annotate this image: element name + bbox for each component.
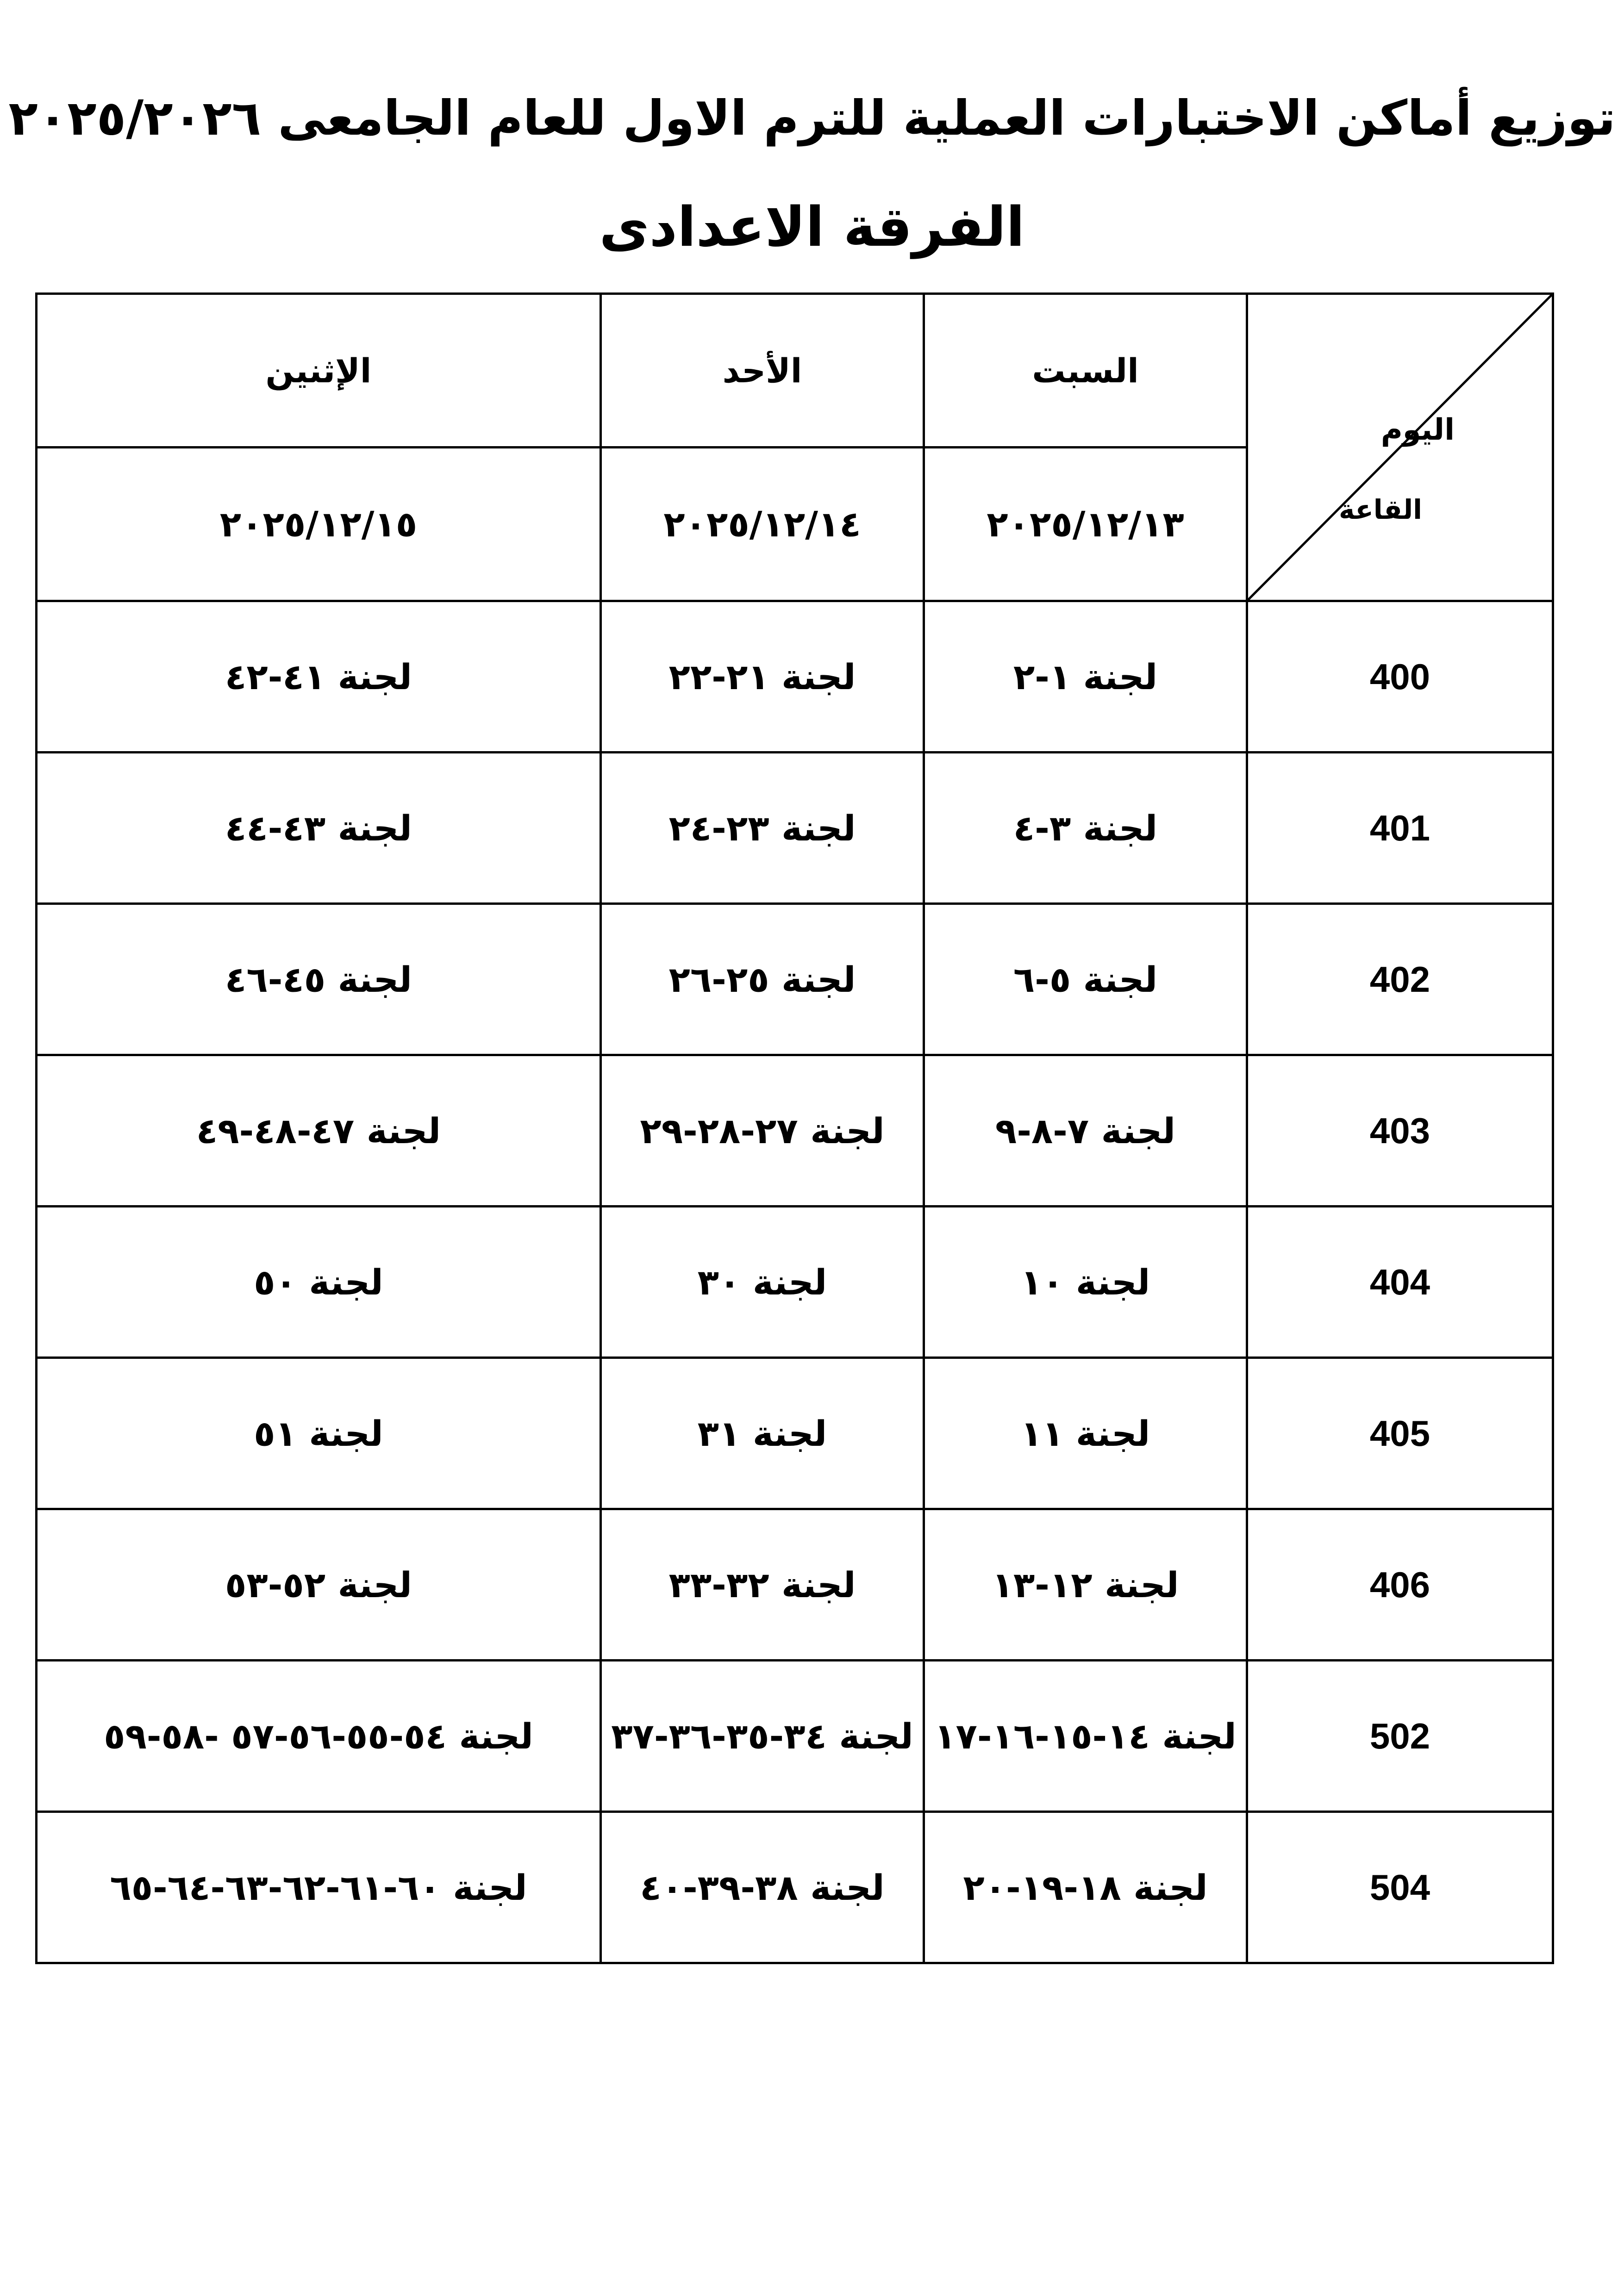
committee-saturday: لجنة ١٤-١٥-١٦-١٧ xyxy=(924,1661,1247,1812)
room-number: 402 xyxy=(1247,904,1553,1055)
committee-monday: لجنة ٤٥-٤٦ xyxy=(37,904,601,1055)
date-sunday: ٢٠٢٥/١٢/١٤ xyxy=(601,448,924,601)
committee-sunday: لجنة ٢١-٢٢ xyxy=(601,601,924,753)
committee-saturday: لجنة ١-٢ xyxy=(924,601,1247,753)
day-header-saturday: السبت xyxy=(924,294,1247,448)
committee-monday: لجنة ٦٠-٦١-٦٢-٦٣-٦٤-٦٥ xyxy=(37,1812,601,1963)
corner-day-label: اليوم xyxy=(1380,413,1455,447)
corner-room-label: القاعة xyxy=(1339,494,1422,525)
room-number: 405 xyxy=(1247,1358,1553,1509)
table-row xyxy=(37,1358,1553,1509)
committee-saturday: لجنة ٣-٤ xyxy=(924,753,1247,904)
room-number: 504 xyxy=(1247,1812,1553,1963)
table-row xyxy=(37,1207,1553,1358)
page-subtitle: الفرقة الاعدادى xyxy=(599,195,1025,259)
diagonal-divider xyxy=(1248,295,1552,600)
room-number: 400 xyxy=(1247,601,1553,753)
day-header-sunday: الأحد xyxy=(601,294,924,448)
room-number: 404 xyxy=(1247,1207,1553,1358)
table-row xyxy=(37,601,1553,753)
committee-saturday: لجنة ١٢-١٣ xyxy=(924,1509,1247,1661)
day-header-row xyxy=(37,294,1553,448)
committee-sunday: لجنة ٣١ xyxy=(601,1358,924,1509)
table-row xyxy=(37,1812,1553,1963)
committee-saturday: لجنة ١٨-١٩-٢٠ xyxy=(924,1812,1247,1963)
table-row xyxy=(37,1055,1553,1207)
day-header-monday: الإثنين xyxy=(37,294,601,448)
committee-sunday: لجنة ٣٤-٣٥-٣٦-٣٧ xyxy=(601,1661,924,1812)
committee-monday: لجنة ٥٢-٥٣ xyxy=(37,1509,601,1661)
schedule-table xyxy=(35,292,1554,1964)
committee-monday: لجنة ٤١-٤٢ xyxy=(37,601,601,753)
committee-sunday: لجنة ٢٥-٢٦ xyxy=(601,904,924,1055)
committee-saturday: لجنة ١٠ xyxy=(924,1207,1247,1358)
table-row xyxy=(37,753,1553,904)
date-saturday: ٢٠٢٥/١٢/١٣ xyxy=(924,448,1247,601)
committee-sunday: لجنة ٢٣-٢٤ xyxy=(601,753,924,904)
committee-monday: لجنة ٥٠ xyxy=(37,1207,601,1358)
committee-sunday: لجنة ٣٨-٣٩-٤٠ xyxy=(601,1812,924,1963)
committee-saturday: لجنة ٥-٦ xyxy=(924,904,1247,1055)
room-number: 401 xyxy=(1247,753,1553,904)
table-row xyxy=(37,1661,1553,1812)
table-row xyxy=(37,1509,1553,1661)
committee-sunday: لجنة ٣٠ xyxy=(601,1207,924,1358)
committee-monday: لجنة ٤٣-٤٤ xyxy=(37,753,601,904)
date-monday: ٢٠٢٥/١٢/١٥ xyxy=(37,448,601,601)
room-number: 406 xyxy=(1247,1509,1553,1661)
committee-monday: لجنة ٥١ xyxy=(37,1358,601,1509)
room-number: 403 xyxy=(1247,1055,1553,1207)
page-title: توزيع أماكن الاختبارات العملية للترم الاول للعام الجامعى ٢٠٢٥/٢٠٢٦ xyxy=(8,90,1616,146)
corner-header-cell xyxy=(1247,294,1553,601)
committee-saturday: لجنة ١١ xyxy=(924,1358,1247,1509)
room-number: 502 xyxy=(1247,1661,1553,1812)
committee-monday: لجنة ٥٤-٥٥-٥٦-٥٧ -٥٨-٥٩ xyxy=(37,1661,601,1812)
committee-sunday: لجنة ٢٧-٢٨-٢٩ xyxy=(601,1055,924,1207)
committee-saturday: لجنة ٧-٨-٩ xyxy=(924,1055,1247,1207)
committee-sunday: لجنة ٣٢-٣٣ xyxy=(601,1509,924,1661)
committee-monday: لجنة ٤٧-٤٨-٤٩ xyxy=(37,1055,601,1207)
table-row xyxy=(37,904,1553,1055)
